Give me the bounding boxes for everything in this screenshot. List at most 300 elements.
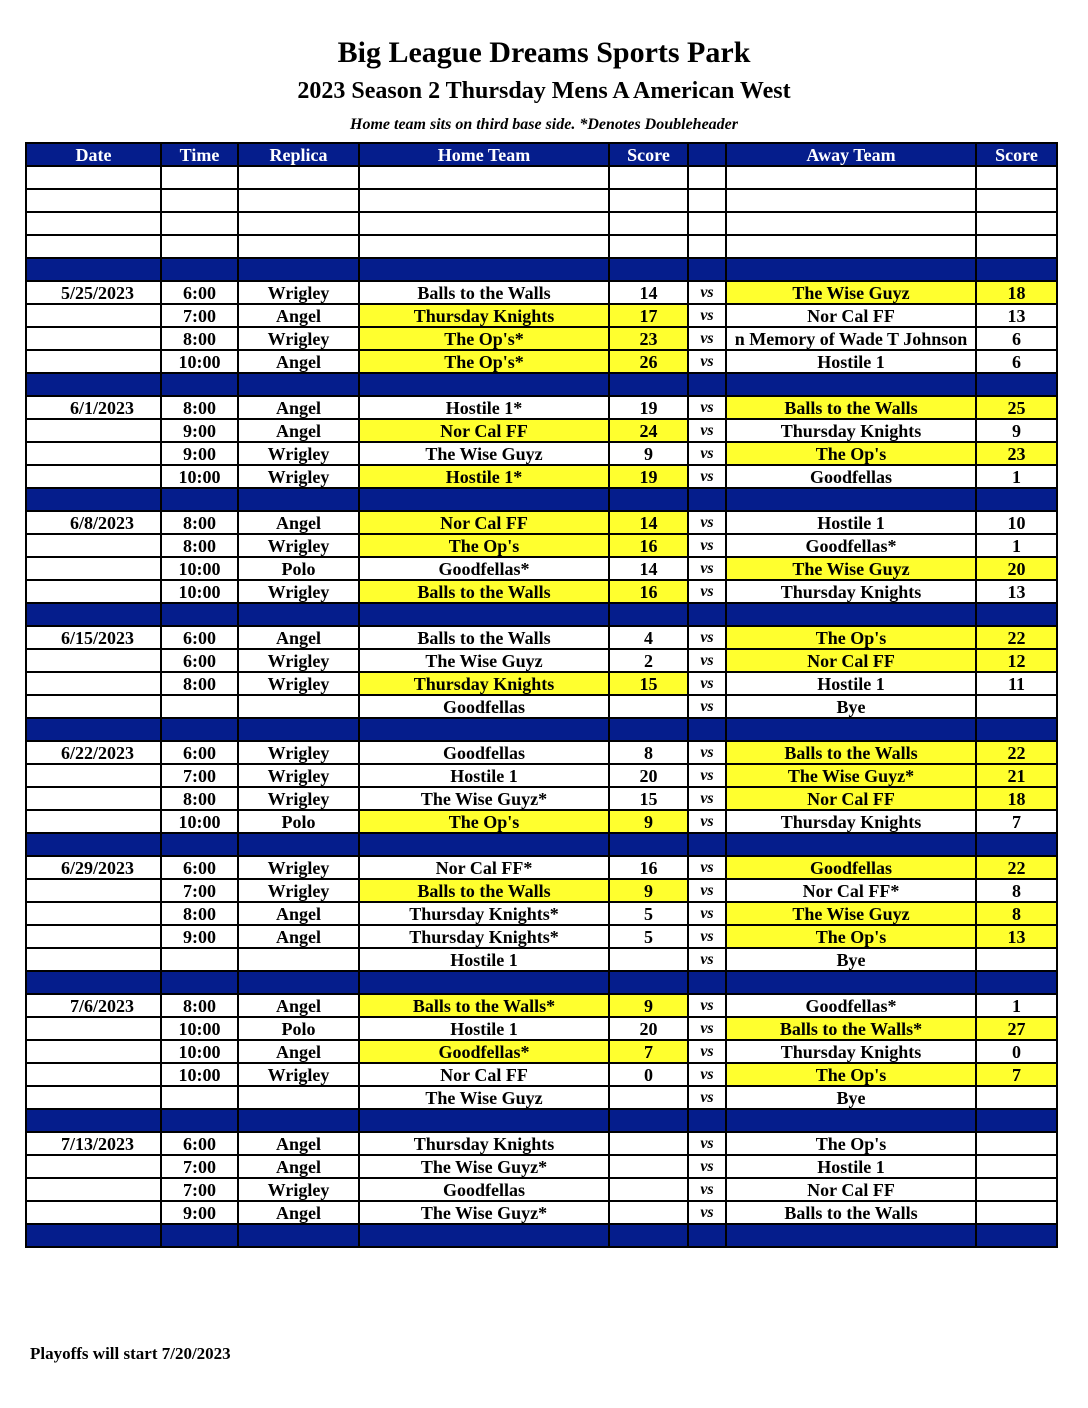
separator-cell (688, 1109, 726, 1132)
separator-cell (688, 373, 726, 396)
away-team: Thursday Knights (726, 810, 976, 833)
blank-cell (161, 166, 238, 189)
separator-cell (26, 833, 161, 856)
home-team: Thursday Knights (359, 1132, 609, 1155)
blank-cell (609, 235, 688, 258)
game-date (26, 810, 161, 833)
home-team: Balls to the Walls (359, 626, 609, 649)
separator-cell (238, 1109, 359, 1132)
separator-cell (609, 1109, 688, 1132)
home-score: 16 (609, 534, 688, 557)
vs-label: vs (688, 419, 726, 442)
blank-cell (26, 212, 161, 235)
away-team: Goodfellas (726, 856, 976, 879)
away-score (976, 1086, 1057, 1109)
game-row (26, 902, 1057, 925)
blank-cell (609, 166, 688, 189)
game-row (26, 534, 1057, 557)
header-home-team: Home Team (359, 143, 609, 166)
separator-cell (26, 718, 161, 741)
game-date: 6/29/2023 (26, 856, 161, 879)
game-date (26, 419, 161, 442)
away-team: Hostile 1 (726, 350, 976, 373)
away-score: 6 (976, 327, 1057, 350)
separator-cell (726, 258, 976, 281)
game-date (26, 1017, 161, 1040)
game-field: Angel (238, 419, 359, 442)
schedule-body (26, 166, 1057, 1247)
blank-cell (238, 212, 359, 235)
game-row (26, 1132, 1057, 1155)
separator-cell (726, 718, 976, 741)
game-time: 8:00 (161, 327, 238, 350)
game-field: Angel (238, 304, 359, 327)
vs-label: vs (688, 304, 726, 327)
game-field: Angel (238, 396, 359, 419)
away-score (976, 1132, 1057, 1155)
separator-cell (359, 373, 609, 396)
game-time: 9:00 (161, 925, 238, 948)
game-date (26, 557, 161, 580)
game-date (26, 580, 161, 603)
home-score: 0 (609, 1063, 688, 1086)
vs-label: vs (688, 787, 726, 810)
separator-cell (161, 258, 238, 281)
separator-cell (238, 373, 359, 396)
home-team: Goodfellas (359, 695, 609, 718)
vs-label: vs (688, 327, 726, 350)
game-date: 6/8/2023 (26, 511, 161, 534)
game-time: 9:00 (161, 419, 238, 442)
home-team: Balls to the Walls* (359, 994, 609, 1017)
game-date (26, 695, 161, 718)
game-date (26, 1086, 161, 1109)
away-team: Thursday Knights (726, 1040, 976, 1063)
blank-row (26, 212, 1057, 235)
away-score: 8 (976, 902, 1057, 925)
separator-cell (359, 603, 609, 626)
away-team: Nor Cal FF (726, 787, 976, 810)
home-score: 14 (609, 557, 688, 580)
game-field: Wrigley (238, 764, 359, 787)
game-field: Angel (238, 1132, 359, 1155)
away-score: 1 (976, 465, 1057, 488)
page-title: Big League Dreams Sports Park (337, 36, 751, 69)
game-row (26, 764, 1057, 787)
vs-label: vs (688, 511, 726, 534)
game-time: 10:00 (161, 810, 238, 833)
game-row (26, 672, 1057, 695)
vs-label: vs (688, 580, 726, 603)
home-score: 8 (609, 741, 688, 764)
game-row (26, 994, 1057, 1017)
home-team: Balls to the Walls (359, 879, 609, 902)
separator-cell (161, 971, 238, 994)
blank-cell (726, 212, 976, 235)
home-score: 4 (609, 626, 688, 649)
separator-cell (726, 603, 976, 626)
away-score: 9 (976, 419, 1057, 442)
home-score (609, 1201, 688, 1224)
home-score: 5 (609, 902, 688, 925)
vs-label: vs (688, 1155, 726, 1178)
game-field: Wrigley (238, 649, 359, 672)
separator-cell (359, 718, 609, 741)
game-time: 7:00 (161, 304, 238, 327)
game-date (26, 902, 161, 925)
away-score: 12 (976, 649, 1057, 672)
home-team: The Op's (359, 534, 609, 557)
away-score: 13 (976, 580, 1057, 603)
separator-cell (609, 488, 688, 511)
away-score: 1 (976, 534, 1057, 557)
blank-cell (238, 189, 359, 212)
home-team: The Wise Guyz (359, 1086, 609, 1109)
game-time: 9:00 (161, 1201, 238, 1224)
away-score: 22 (976, 741, 1057, 764)
game-row (26, 580, 1057, 603)
vs-label: vs (688, 1040, 726, 1063)
vs-label: vs (688, 1017, 726, 1040)
header-home-score: Score (609, 143, 688, 166)
blank-cell (726, 166, 976, 189)
home-score: 2 (609, 649, 688, 672)
game-time: 10:00 (161, 1017, 238, 1040)
blank-cell (976, 212, 1057, 235)
separator-cell (688, 258, 726, 281)
away-score: 7 (976, 810, 1057, 833)
game-field: Polo (238, 810, 359, 833)
home-team: Goodfellas* (359, 557, 609, 580)
separator-cell (688, 971, 726, 994)
vs-label: vs (688, 948, 726, 971)
separator-cell (726, 971, 976, 994)
game-field: Angel (238, 511, 359, 534)
game-field: Polo (238, 1017, 359, 1040)
game-time: 6:00 (161, 281, 238, 304)
separator-cell (238, 258, 359, 281)
game-date (26, 350, 161, 373)
separator-cell (688, 1224, 726, 1247)
date-separator-row (26, 258, 1057, 281)
game-row (26, 1201, 1057, 1224)
game-field: Angel (238, 994, 359, 1017)
game-time: 10:00 (161, 350, 238, 373)
home-team: Balls to the Walls (359, 580, 609, 603)
away-score: 13 (976, 925, 1057, 948)
game-date (26, 304, 161, 327)
away-score: 20 (976, 557, 1057, 580)
vs-label: vs (688, 994, 726, 1017)
page-subtitle: 2023 Season 2 Thursday Mens A American West (297, 78, 791, 104)
separator-cell (726, 373, 976, 396)
game-field: Wrigley (238, 327, 359, 350)
vs-label: vs (688, 695, 726, 718)
away-team: Thursday Knights (726, 419, 976, 442)
home-score: 15 (609, 787, 688, 810)
home-score (609, 948, 688, 971)
home-score: 5 (609, 925, 688, 948)
home-score: 16 (609, 856, 688, 879)
home-score: 19 (609, 396, 688, 419)
away-score: 22 (976, 856, 1057, 879)
playoffs-note: Playoffs will start 7/20/2023 (30, 1344, 231, 1363)
date-separator-row (26, 971, 1057, 994)
game-field: Angel (238, 1155, 359, 1178)
away-score (976, 695, 1057, 718)
game-date (26, 534, 161, 557)
game-field: Wrigley (238, 672, 359, 695)
game-time (161, 695, 238, 718)
blank-cell (26, 235, 161, 258)
separator-cell (976, 488, 1057, 511)
home-team: The Wise Guyz* (359, 787, 609, 810)
blank-row (26, 235, 1057, 258)
separator-cell (359, 971, 609, 994)
game-time: 8:00 (161, 672, 238, 695)
game-row (26, 442, 1057, 465)
game-time: 6:00 (161, 1132, 238, 1155)
away-team: Nor Cal FF* (726, 879, 976, 902)
game-time: 6:00 (161, 856, 238, 879)
game-field (238, 695, 359, 718)
game-field: Wrigley (238, 281, 359, 304)
game-field: Angel (238, 1201, 359, 1224)
away-team: Goodfellas (726, 465, 976, 488)
home-score: 9 (609, 879, 688, 902)
separator-cell (238, 718, 359, 741)
separator-cell (26, 971, 161, 994)
away-team: Balls to the Walls (726, 741, 976, 764)
game-time (161, 1086, 238, 1109)
game-row (26, 948, 1057, 971)
blank-cell (238, 166, 359, 189)
away-team: Hostile 1 (726, 1155, 976, 1178)
separator-cell (976, 1109, 1057, 1132)
game-field: Wrigley (238, 1063, 359, 1086)
game-time: 10:00 (161, 557, 238, 580)
separator-cell (26, 488, 161, 511)
separator-cell (161, 718, 238, 741)
home-team: Nor Cal FF (359, 511, 609, 534)
game-date: 6/22/2023 (26, 741, 161, 764)
game-row (26, 1017, 1057, 1040)
home-score: 23 (609, 327, 688, 350)
home-team: Thursday Knights* (359, 925, 609, 948)
game-row (26, 511, 1057, 534)
blank-cell (726, 189, 976, 212)
game-time: 6:00 (161, 626, 238, 649)
away-team: The Wise Guyz (726, 557, 976, 580)
home-team: The Wise Guyz* (359, 1155, 609, 1178)
away-team: Hostile 1 (726, 672, 976, 695)
game-field: Wrigley (238, 856, 359, 879)
separator-cell (359, 488, 609, 511)
away-score: 8 (976, 879, 1057, 902)
game-row (26, 856, 1057, 879)
home-score (609, 695, 688, 718)
date-separator-row (26, 1224, 1057, 1247)
vs-label: vs (688, 764, 726, 787)
away-team: The Wise Guyz* (726, 764, 976, 787)
separator-cell (688, 833, 726, 856)
home-score: 15 (609, 672, 688, 695)
blank-cell (26, 189, 161, 212)
home-team: The Wise Guyz* (359, 1201, 609, 1224)
separator-cell (26, 603, 161, 626)
home-score: 24 (609, 419, 688, 442)
vs-label: vs (688, 649, 726, 672)
home-score: 9 (609, 442, 688, 465)
game-row (26, 1178, 1057, 1201)
blank-cell (976, 166, 1057, 189)
separator-cell (976, 971, 1057, 994)
game-field: Angel (238, 925, 359, 948)
away-score: 6 (976, 350, 1057, 373)
home-team: Hostile 1 (359, 948, 609, 971)
blank-cell (26, 166, 161, 189)
blank-cell (161, 235, 238, 258)
game-field: Wrigley (238, 1178, 359, 1201)
home-team: Nor Cal FF* (359, 856, 609, 879)
away-team: Nor Cal FF (726, 304, 976, 327)
away-score: 27 (976, 1017, 1057, 1040)
game-row (26, 626, 1057, 649)
game-date: 7/13/2023 (26, 1132, 161, 1155)
away-team: n Memory of Wade T Johnson (726, 327, 976, 350)
home-team: Goodfellas (359, 1178, 609, 1201)
header-away-team: Away Team (726, 143, 976, 166)
away-team: Goodfellas* (726, 534, 976, 557)
separator-cell (26, 1109, 161, 1132)
game-field: Polo (238, 557, 359, 580)
game-date (26, 1178, 161, 1201)
separator-cell (609, 1224, 688, 1247)
separator-cell (726, 833, 976, 856)
away-team: Balls to the Walls* (726, 1017, 976, 1040)
away-score (976, 1201, 1057, 1224)
separator-cell (161, 373, 238, 396)
game-field: Wrigley (238, 741, 359, 764)
away-team: Nor Cal FF (726, 649, 976, 672)
vs-label: vs (688, 626, 726, 649)
game-field: Wrigley (238, 879, 359, 902)
vs-label: vs (688, 856, 726, 879)
away-score: 22 (976, 626, 1057, 649)
blank-cell (161, 212, 238, 235)
vs-label: vs (688, 281, 726, 304)
date-separator-row (26, 373, 1057, 396)
game-time: 8:00 (161, 511, 238, 534)
blank-cell (359, 235, 609, 258)
away-score: 1 (976, 994, 1057, 1017)
separator-cell (609, 258, 688, 281)
game-row (26, 787, 1057, 810)
game-field: Wrigley (238, 787, 359, 810)
game-row (26, 1155, 1057, 1178)
blank-cell (609, 212, 688, 235)
game-row (26, 1086, 1057, 1109)
away-score: 25 (976, 396, 1057, 419)
separator-cell (161, 603, 238, 626)
blank-row (26, 166, 1057, 189)
game-field: Angel (238, 626, 359, 649)
home-score: 16 (609, 580, 688, 603)
home-team: Thursday Knights (359, 672, 609, 695)
away-team: Hostile 1 (726, 511, 976, 534)
header-vs (688, 143, 726, 166)
game-date (26, 1040, 161, 1063)
away-team: The Op's (726, 626, 976, 649)
home-score: 7 (609, 1040, 688, 1063)
game-field: Wrigley (238, 580, 359, 603)
game-time: 10:00 (161, 1063, 238, 1086)
game-time: 8:00 (161, 396, 238, 419)
game-date (26, 442, 161, 465)
header-date: Date (26, 143, 161, 166)
game-field (238, 1086, 359, 1109)
home-score: 9 (609, 994, 688, 1017)
home-score (609, 1132, 688, 1155)
blank-cell (359, 212, 609, 235)
blank-cell (609, 189, 688, 212)
away-team: The Op's (726, 1063, 976, 1086)
blank-cell (726, 235, 976, 258)
date-separator-row (26, 1109, 1057, 1132)
game-date (26, 649, 161, 672)
home-team: The Wise Guyz (359, 442, 609, 465)
separator-cell (238, 1224, 359, 1247)
schedule-note: Home team sits on third base side. *Denotes Doubleheader (350, 116, 738, 133)
away-team: The Wise Guyz (726, 902, 976, 925)
separator-cell (726, 488, 976, 511)
separator-cell (609, 373, 688, 396)
separator-cell (976, 833, 1057, 856)
blank-cell (359, 189, 609, 212)
separator-cell (726, 1224, 976, 1247)
game-row (26, 304, 1057, 327)
separator-cell (238, 833, 359, 856)
away-score: 7 (976, 1063, 1057, 1086)
blank-cell (976, 235, 1057, 258)
game-date (26, 925, 161, 948)
separator-cell (26, 258, 161, 281)
game-field: Angel (238, 902, 359, 925)
game-date (26, 1155, 161, 1178)
vs-label: vs (688, 1063, 726, 1086)
home-team: Hostile 1 (359, 764, 609, 787)
game-row (26, 281, 1057, 304)
home-team: The Op's (359, 810, 609, 833)
away-team: Balls to the Walls (726, 1201, 976, 1224)
game-field: Wrigley (238, 534, 359, 557)
game-date (26, 1063, 161, 1086)
game-time: 8:00 (161, 534, 238, 557)
separator-cell (238, 971, 359, 994)
home-score: 14 (609, 281, 688, 304)
away-score: 10 (976, 511, 1057, 534)
game-row (26, 879, 1057, 902)
separator-cell (726, 1109, 976, 1132)
header-row (26, 143, 1057, 166)
home-team: Nor Cal FF (359, 419, 609, 442)
schedule-table (25, 142, 1058, 1248)
separator-cell (161, 488, 238, 511)
game-row (26, 465, 1057, 488)
vs-label: vs (688, 442, 726, 465)
game-row (26, 419, 1057, 442)
header-time: Time (161, 143, 238, 166)
